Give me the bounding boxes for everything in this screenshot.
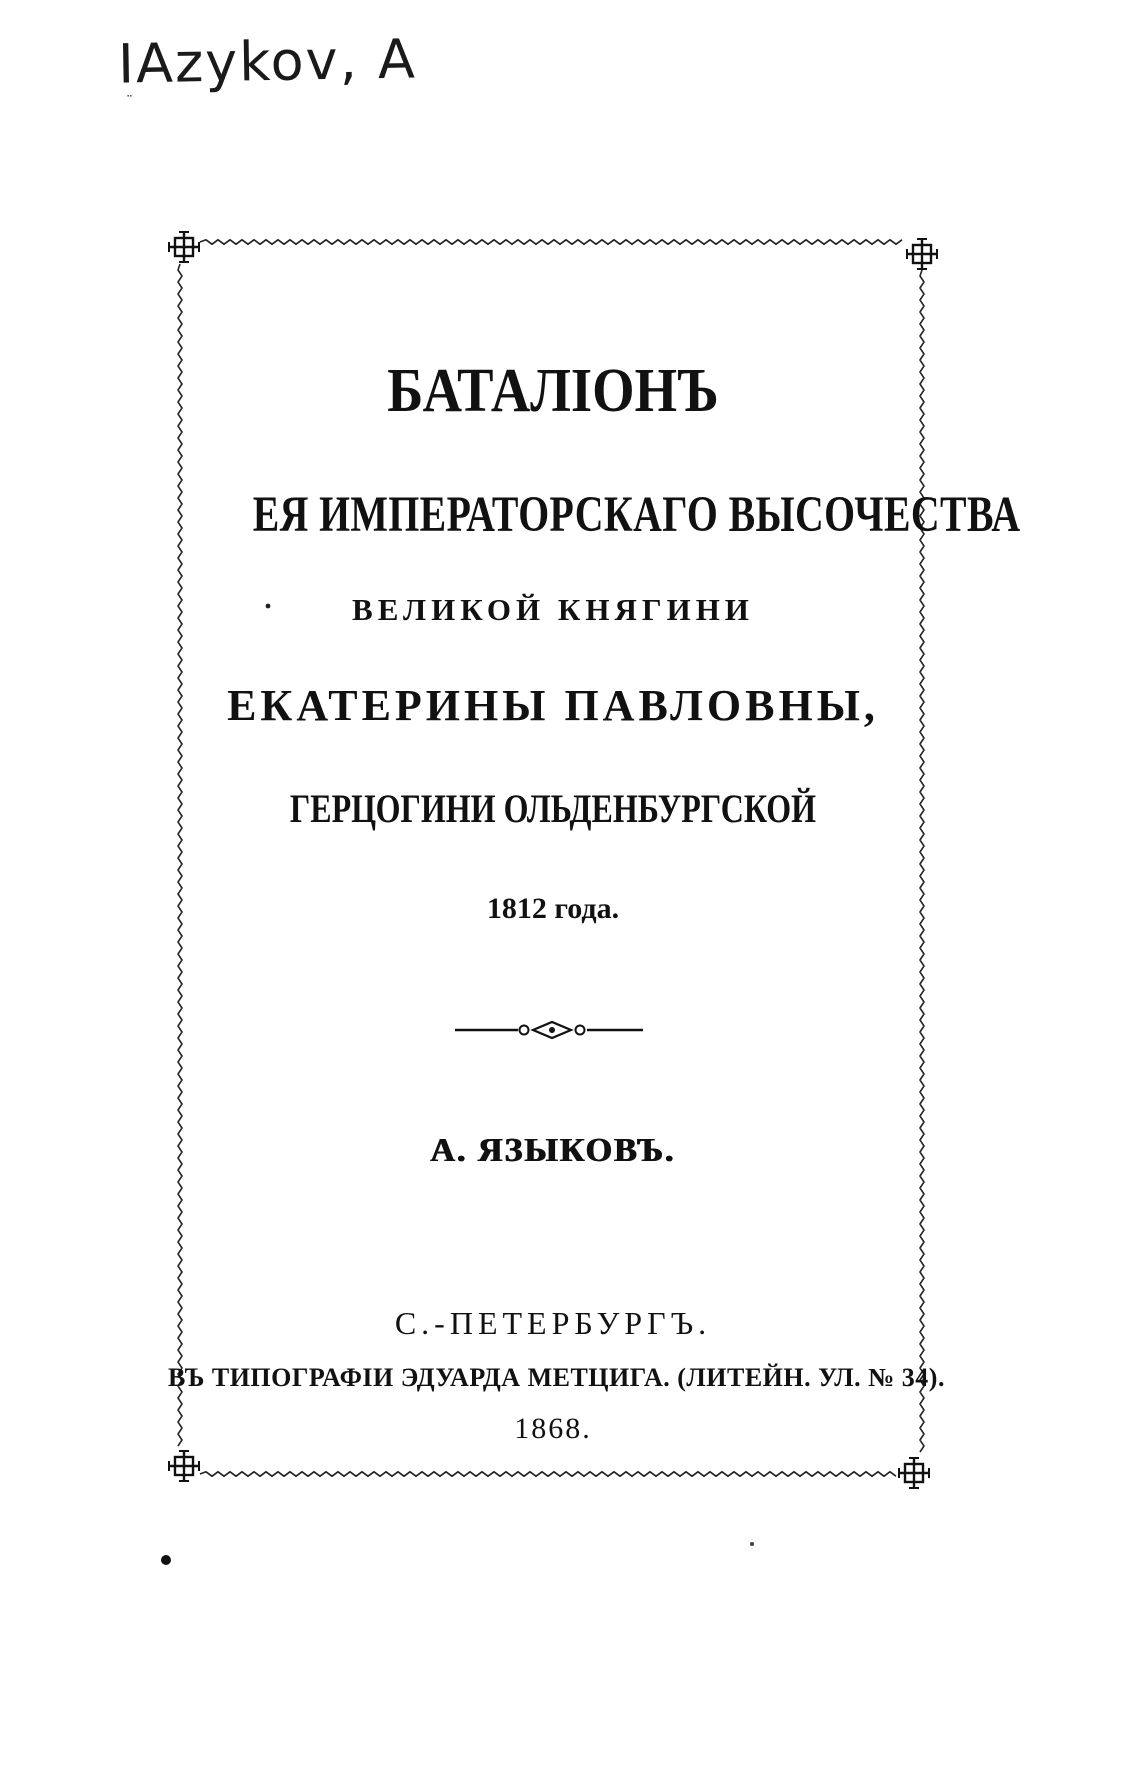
- fret-corner-ornament-icon: [899, 1458, 929, 1488]
- subtitle-line-1: ЕЯ ИМПЕРАТОРСКАГО ВЫСОЧЕСТВА: [252, 487, 1021, 543]
- imprint-printer: ВЪ ТИПОГРАФІИ ЭДУАРДА МЕТЦИГА. (ЛИТЕЙН. УЛ. № 34).: [168, 1363, 945, 1392]
- subtitle-line-3: ЕКАТЕРИНЫ ПАВЛОВНЫ,: [227, 681, 879, 730]
- ink-speck: [161, 1555, 171, 1565]
- imprint-year: 1868.: [514, 1412, 592, 1445]
- fret-corner-ornament-icon: [907, 239, 937, 269]
- imprint-city: С.-ПЕТЕРБУРГЪ.: [394, 1305, 712, 1341]
- book-title: БАТАЛІОНЪ: [387, 357, 719, 425]
- subtitle-year: 1812 года.: [486, 892, 620, 925]
- decorative-rule-ornament-icon: [455, 1022, 643, 1038]
- fret-corner-ornament-icon: [169, 232, 199, 262]
- subtitle-line-2: ВЕЛИКОЙ КНЯГИНИ: [352, 592, 754, 627]
- fret-corner-ornament-icon: [169, 1451, 199, 1481]
- handwritten-note: IAzykov, A: [117, 27, 418, 96]
- author-name: А. ЯЗЫКОВЪ.: [430, 1132, 676, 1169]
- handwritten-dots: ¨: [126, 94, 133, 110]
- subtitle-line-4: ГЕРЦОГИНИ ОЛЬДЕНБУРГСКОЙ: [289, 786, 817, 831]
- ink-speck: [750, 1542, 754, 1546]
